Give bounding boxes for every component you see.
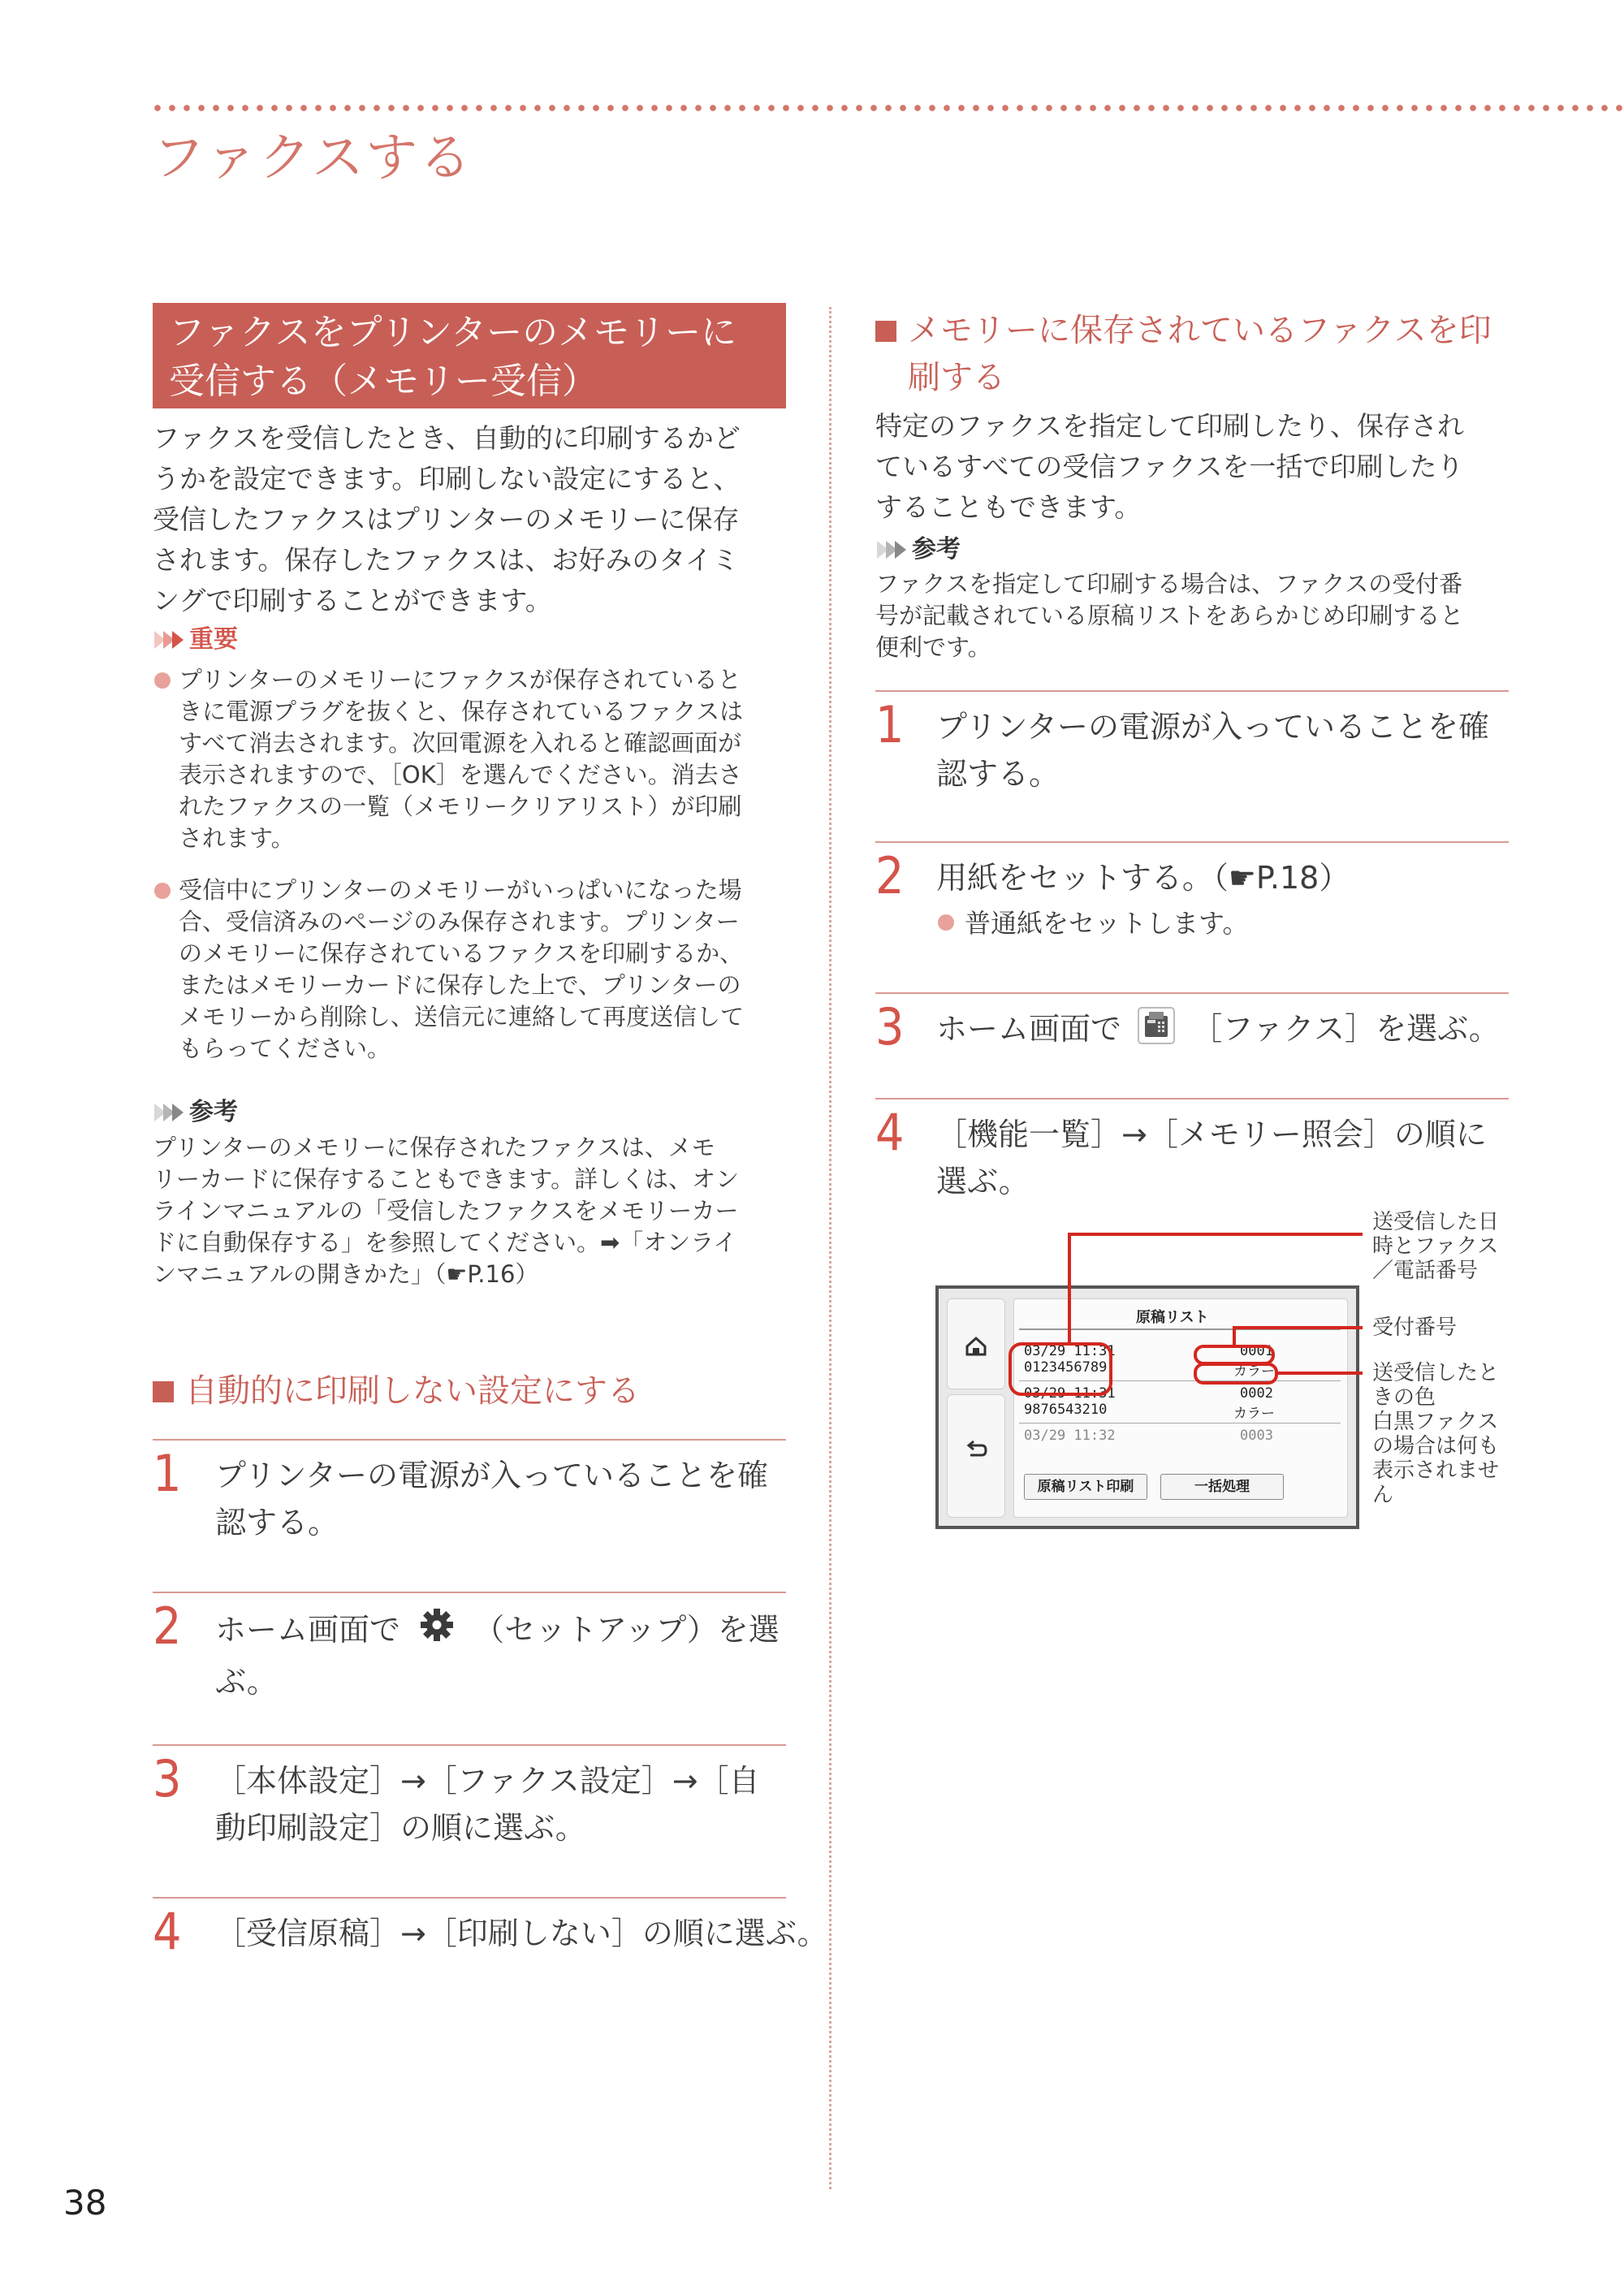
text-line: 便利です。: [875, 633, 991, 661]
step-number: 3: [875, 997, 905, 1056]
text-line: うかを設定できます。印刷しない設定にすると、: [153, 463, 741, 495]
print-list-button[interactable]: 原稿リスト印刷: [1024, 1474, 1147, 1500]
row-id: 0001: [1240, 1343, 1273, 1359]
step-number: 2: [153, 1596, 182, 1656]
row-number: 9876543210: [1024, 1402, 1108, 1418]
text-line: れたファクスの一覧（メモリークリアリスト）が印刷: [179, 793, 742, 820]
text-line: プリンターのメモリーに保存されたファクスは、メモ: [153, 1134, 715, 1161]
text-fragment: （セットアップ）を選: [473, 1612, 780, 1648]
text-line: すべて消去されます。次回電源を入れると確認画面が: [179, 729, 742, 757]
text-line: されます。: [179, 824, 295, 852]
text-fragment: ホーム画面で: [215, 1612, 401, 1648]
text-line: 受付番号: [1372, 1315, 1458, 1340]
reference-label: 参考: [189, 1098, 238, 1126]
screen-title: 原稿リスト: [1136, 1309, 1209, 1326]
section-heading-line: 受信する（メモリー受信）: [169, 361, 598, 402]
text-line: ［受信原稿］→［印刷しない］の順に選ぶ。: [215, 1916, 828, 1951]
text-line: もらってください。: [179, 1035, 391, 1062]
text-line: ングで印刷することができます。: [153, 585, 552, 616]
reference-label: 参考: [912, 535, 961, 564]
text-line: 動印刷設定］の順に選ぶ。: [215, 1810, 586, 1846]
subheading-continuation: 刷する: [908, 359, 1005, 396]
text-line: 号が記載されている原稿リストをあらかじめ印刷すると: [875, 602, 1464, 629]
text-line: 用紙をセットする。（☛P.18）: [936, 860, 1350, 896]
text-line: ／電話番号: [1372, 1259, 1479, 1283]
text-line: ぶ。: [215, 1664, 278, 1700]
subheading-text: メモリーに保存されているファクスを印: [908, 312, 1492, 349]
row-number: 0123456789: [1024, 1359, 1108, 1376]
row-color: カラー: [1233, 1406, 1275, 1422]
row-datetime: 03/29 11:31: [1024, 1343, 1116, 1359]
callout-datetime: [1372, 1210, 1499, 1283]
row-id: 0002: [1240, 1385, 1273, 1402]
text-line: することもできます。: [875, 491, 1142, 523]
text-line: 特定のファクスを指定して印刷したり、保存され: [875, 410, 1465, 442]
step-number: 4: [153, 1902, 182, 1961]
text-line: ファクスを指定して印刷する場合は、ファクスの受付番: [875, 570, 1463, 598]
row-color: カラー: [1233, 1363, 1275, 1380]
text-line: プリンターの電源が入っていることを確: [215, 1458, 768, 1493]
text-line: 受信したファクスはプリンターのメモリーに保存: [153, 503, 740, 535]
row-datetime: 03/29 11:31: [1024, 1385, 1116, 1402]
text-line: ん: [1372, 1483, 1394, 1507]
text-line: 合、受信済みのページのみ保存されます。プリンター: [179, 908, 740, 935]
text-line: プリンターのメモリーにファクスが保存されていると: [179, 666, 741, 693]
text-line: 受信中にプリンターのメモリーがいっぱいになった場: [179, 876, 742, 904]
text-line: されます。保存したファクスは、お好みのタイミ: [153, 544, 739, 576]
row-id: 0003: [1240, 1428, 1273, 1444]
text-line: 認する。: [936, 756, 1060, 792]
step-number: 1: [875, 695, 905, 754]
callout-id: [1372, 1315, 1457, 1340]
text-line: またはメモリーカードに保存した上で、プリンターの: [179, 971, 741, 999]
subheading-text: 自動的に印刷しない設定にする: [185, 1372, 640, 1410]
text-line: 白黒ファクス: [1372, 1410, 1499, 1434]
text-fragment: ［ファクス］を選ぶ。: [1191, 1011, 1500, 1047]
text-line: リーカードに保存することもできます。詳しくは、オン: [153, 1165, 740, 1193]
text-line: ［本体設定］→［ファクス設定］→［自: [215, 1763, 760, 1799]
step-number: 2: [875, 846, 905, 905]
step-number: 3: [153, 1749, 182, 1808]
text-line: のメモリーに保存されているファクスを印刷するか、: [179, 940, 744, 967]
page-title: ファクスする: [153, 128, 473, 188]
text-line: 送受信した日: [1372, 1210, 1500, 1234]
text-line: プリンターの電源が入っていることを確: [936, 709, 1489, 745]
text-fragment: ホーム画面で: [936, 1011, 1122, 1047]
text-line: 時とファクス: [1372, 1234, 1499, 1259]
text-line: メモリーから削除し、送信元に連絡して再度送信して: [179, 1003, 745, 1030]
text-line: ンマニュアルの開きかた」（☛P.16）: [153, 1260, 539, 1288]
text-line: ファクスを受信したとき、自動的に印刷するかど: [153, 422, 741, 454]
step-sub-text: 普通紙をセットします。: [965, 908, 1249, 939]
section-heading-line: ファクスをプリンターのメモリーに: [169, 312, 737, 353]
text-line: きの色: [1372, 1385, 1436, 1410]
page-number: 38: [63, 2183, 107, 2223]
text-line: きに電源プラグを抜くと、保存されているファクスは: [179, 698, 744, 725]
text-line: 認する。: [215, 1505, 339, 1540]
text-line: 表示されますので、［OK］を選んでください。消去さ: [179, 761, 742, 788]
text-line: ドに自動保存する」を参照してください。➡「オンライ: [153, 1229, 737, 1256]
text-line: 選ぶ。: [936, 1164, 1030, 1199]
text-line: ラインマニュアルの「受信したファクスをメモリーカー: [153, 1197, 739, 1225]
step-number: 1: [153, 1444, 182, 1503]
callout-color: [1372, 1361, 1499, 1507]
important-label: 重要: [189, 625, 238, 654]
batch-process-button[interactable]: 一括処理: [1160, 1474, 1284, 1500]
step-number: 4: [875, 1103, 905, 1162]
text-line: ているすべての受信ファクスを一括で印刷したり: [875, 451, 1464, 482]
text-line: 送受信したと: [1372, 1361, 1500, 1385]
text-line: 表示されませ: [1372, 1458, 1500, 1483]
text-line: ［機能一覧］→［メモリー照会］の順に: [936, 1117, 1487, 1152]
text-line: の場合は何も: [1372, 1434, 1500, 1458]
row-datetime: 03/29 11:32: [1024, 1428, 1116, 1444]
